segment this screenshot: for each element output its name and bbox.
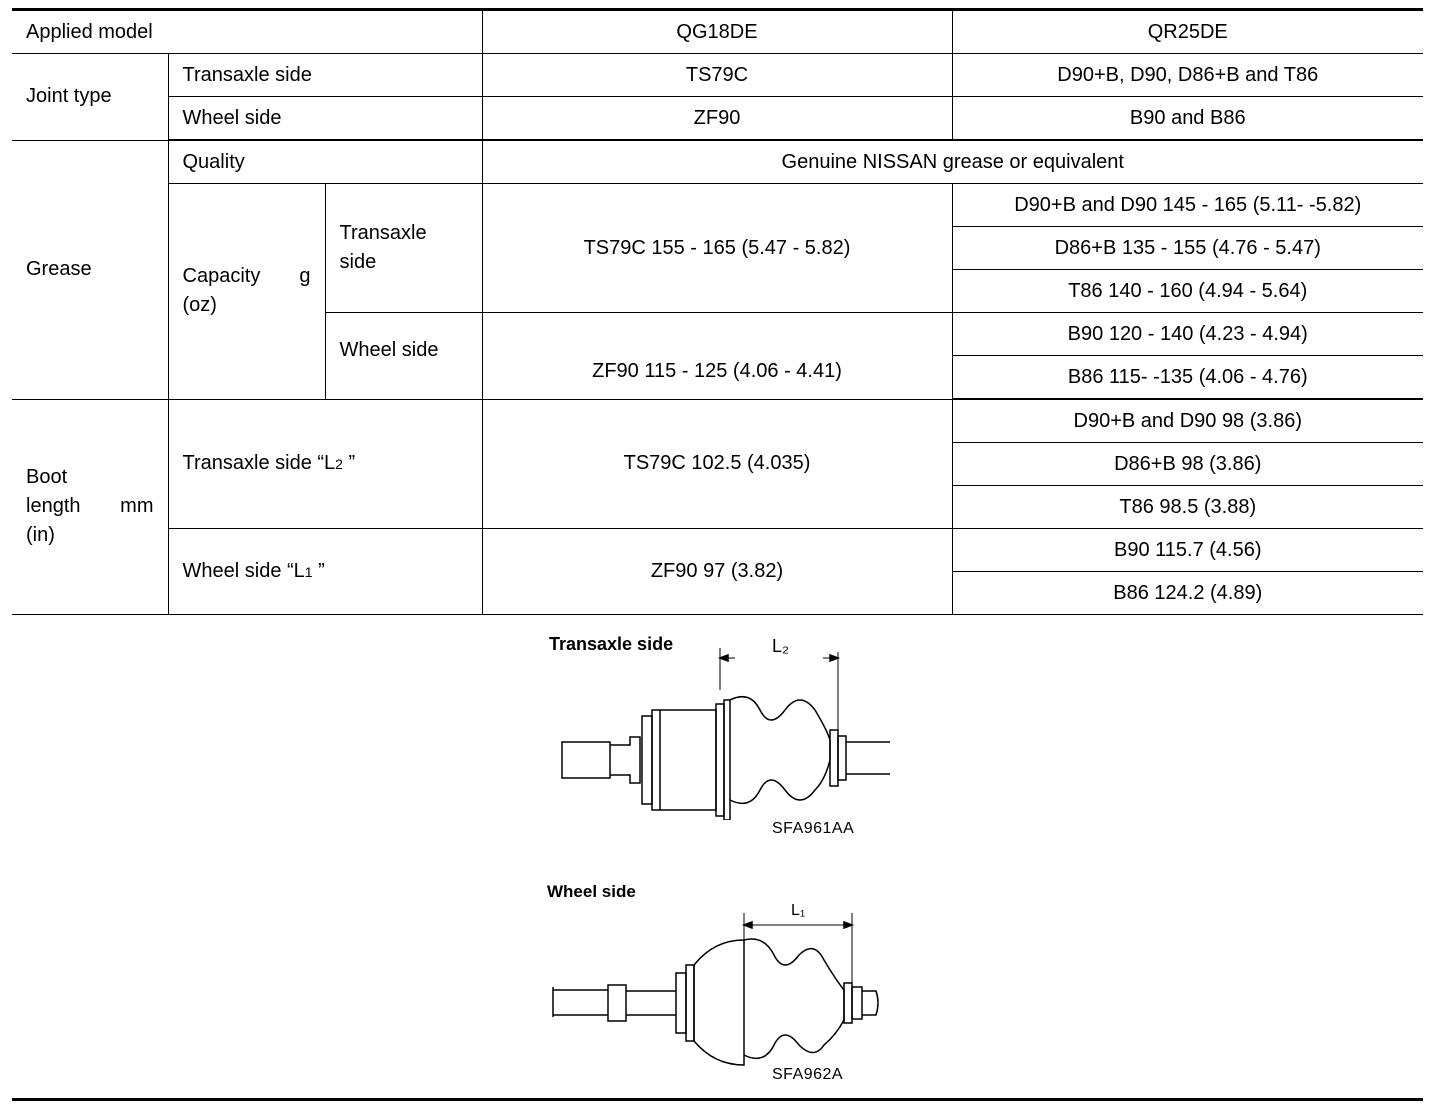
qg18de-header: QG18DE (482, 10, 952, 54)
grease-transaxle-label-line1: Transaxle (339, 222, 427, 244)
header-row (12, 10, 1423, 54)
wheel-boot-illustration (548, 895, 888, 1075)
boot-transaxle-row-1 (12, 399, 1423, 443)
joint-transaxle-qr: D90+B, D90, D86+B and T86 (952, 54, 1423, 97)
grease-wheel-qg: ZF90 115 - 125 (4.06 - 4.41) (482, 313, 952, 400)
transaxle-figure-code: SFA961AA (772, 820, 855, 837)
grease-transaxle-label-line2: side (339, 251, 377, 273)
grease-transaxle-label (325, 184, 482, 313)
boot-wheel-row-1 (12, 529, 1423, 572)
transaxle-figure-title: Transaxle side (549, 634, 674, 654)
boot-wheel-subscript: 1 (304, 563, 313, 580)
joint-transaxle-qg: TS79C (482, 54, 952, 97)
grease-wheel-qr-1: B90 120 - 140 (4.23 - 4.94) (952, 313, 1423, 356)
wheel-figure-code: SFA962A (772, 1066, 844, 1083)
transaxle-boot-illustration (550, 630, 900, 820)
grease-transaxle-qr-1: D90+B and D90 145 - 165 (5.11- -5.82) (952, 184, 1423, 227)
boot-transaxle-qr-2: D86+B 98 (3.86) (952, 443, 1423, 486)
boot-wheel-label (168, 529, 482, 615)
grease-quality-label: Quality (168, 140, 482, 184)
grease-transaxle-qr-3: T86 140 - 160 (4.94 - 5.64) (952, 270, 1423, 313)
capacity-unit-oz: (oz) (182, 294, 217, 317)
boot-label-line1: Boot (26, 466, 68, 489)
grease-label: Grease (12, 140, 168, 399)
capacity-unit: g (299, 265, 311, 288)
applied-model-header: Applied model (12, 10, 482, 54)
wheel-figure-title: Wheel side (547, 882, 636, 901)
boot-wheel-qr-1: B90 115.7 (4.56) (952, 529, 1423, 572)
boot-length-label (12, 399, 168, 615)
boot-transaxle-quote: ” (342, 451, 356, 474)
grease-transaxle-qr-2: D86+B 135 - 155 (4.76 - 5.47) (952, 227, 1423, 270)
grease-quality-value: Genuine NISSAN grease or equivalent (482, 140, 1423, 184)
boot-wheel-label-text: Wheel side “L (182, 559, 305, 582)
joint-type-label: Joint type (12, 54, 168, 141)
boot-transaxle-label-text: Transaxle side “L (182, 451, 336, 474)
boot-transaxle-qg: TS79C 102.5 (4.035) (482, 399, 952, 529)
transaxle-dim-label: L₂ (772, 636, 789, 656)
grease-wheel-label: Wheel side (325, 313, 482, 400)
qr25de-header: QR25DE (952, 10, 1423, 54)
grease-wheel-qr-2: B86 115- -135 (4.06 - 4.76) (952, 356, 1423, 400)
joint-type-wheel-row (12, 97, 1423, 141)
boot-label-line2: length (26, 495, 81, 518)
boot-wheel-qr-2: B86 124.2 (4.89) (952, 572, 1423, 615)
grease-capacity-row-1 (12, 184, 1423, 227)
boot-transaxle-label (168, 399, 482, 529)
boot-wheel-quote: ” (312, 559, 325, 582)
grease-quality-row (12, 140, 1423, 184)
boot-label-line3: (in) (26, 524, 55, 547)
boot-transaxle-subscript: 2 (335, 455, 343, 472)
boot-unit: mm (120, 495, 154, 518)
joint-wheel-qr: B90 and B86 (952, 97, 1423, 141)
specification-table (12, 8, 1423, 615)
boot-transaxle-qr-3: T86 98.5 (3.88) (952, 486, 1423, 529)
wheel-dim-label: L₁ (791, 902, 806, 919)
capacity-label (168, 184, 325, 400)
boot-transaxle-qr-1: D90+B and D90 98 (3.86) (952, 399, 1423, 443)
joint-transaxle-label: Transaxle side (168, 54, 482, 97)
capacity-label-text: Capacity (182, 265, 261, 288)
boot-wheel-qg: ZF90 97 (3.82) (482, 529, 952, 615)
bottom-rule (12, 1098, 1423, 1101)
joint-wheel-label: Wheel side (168, 97, 482, 141)
grease-transaxle-qg: TS79C 155 - 165 (5.47 - 5.82) (482, 184, 952, 313)
joint-wheel-qg: ZF90 (482, 97, 952, 141)
joint-type-transaxle-row (12, 54, 1423, 97)
